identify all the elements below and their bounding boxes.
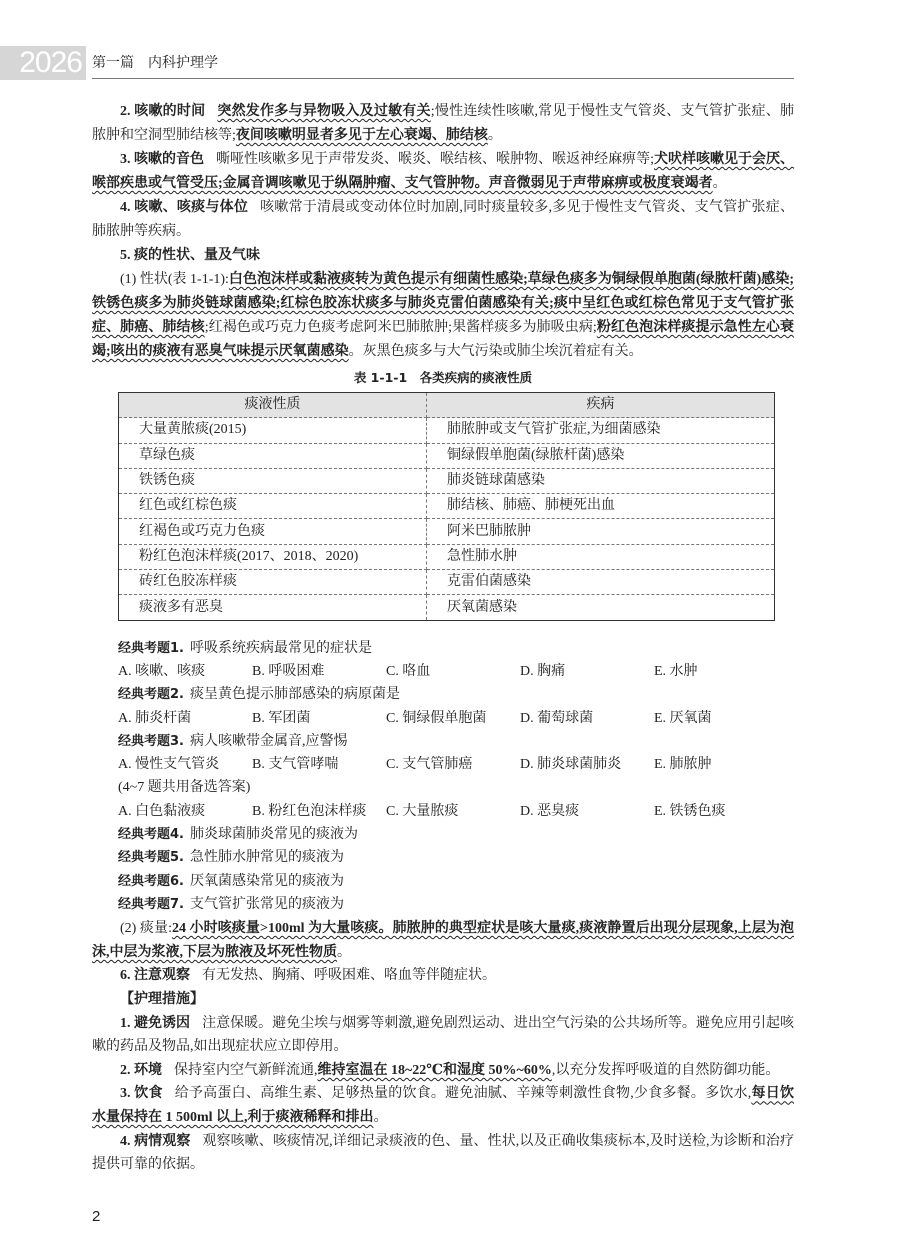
option-row — [118, 660, 794, 683]
text-segment: 嘶哑性咳嗽多见于声带发炎、喉炎、喉结核、喉肿物、喉返神经麻痹等; — [216, 152, 654, 167]
text-segment: 给予高蛋白、高维生素、足够热量的饮食。避免油腻、辛辣等刺激性食物,少食多餐。多饮水, — [174, 1086, 752, 1102]
question-text: 肺炎球菌肺炎常见的痰液为 — [190, 827, 358, 843]
paragraph — [92, 196, 794, 244]
text-segment-emphasis: 白色泡沫样或黏液痰转为黄色提示有细菌性感染;草绿色痰多为铜绿假单胞菌(绿脓杆菌)感染;铁锈色痰多为肺炎链球菌感染;红棕色胶冻状痰多与肺炎克雷伯菌感染有关;痰中呈红色或红棕色常见于支气管扩张症、肺癌、肺结核 — [92, 272, 794, 335]
answer-option: E. 肺脓肿 — [654, 757, 712, 773]
text-segment: 。 — [712, 176, 727, 191]
answer-option: A. 白色黏液痰 — [118, 803, 206, 819]
paragraph — [92, 100, 794, 148]
answer-option: C. 支气管肺癌 — [386, 757, 473, 773]
answer-option: D. 恶臭痰 — [520, 803, 580, 819]
question — [118, 823, 794, 846]
answer-option: A. 肺炎杆菌 — [118, 710, 192, 726]
text-segment: 咳嗽常于清晨或变动体位时加剧,同时痰量较多,多见于慢性支气管炎、支气管扩张症、肺脓肿等疾病。 — [92, 200, 795, 239]
question-tag: 经典考题 — [118, 687, 171, 703]
page-body — [92, 0, 794, 1247]
page-number: 2 — [92, 1207, 101, 1225]
shared-options-note: (4~7 题共用备选答案) — [118, 780, 251, 796]
table-cell: 红褐色或巧克力色痰 — [119, 519, 427, 544]
column-header: 痰液性质 — [119, 393, 427, 418]
answer-option: D. 胸痛 — [520, 663, 566, 679]
table-row — [119, 544, 775, 569]
answer-option: B. 军团菌 — [252, 710, 311, 726]
text-segment: ;红褐色或巧克力色痰考虑阿米巴肺脓肿;果酱样痰多为肺吸虫病; — [204, 320, 597, 335]
answer-option: C. 大量脓痰 — [386, 803, 459, 819]
paragraph-heading: 4. 病情观察 — [120, 1133, 191, 1149]
question-number: 7. — [170, 896, 184, 912]
table-cell: 肺炎链球菌感染 — [427, 468, 775, 493]
option-row — [118, 753, 794, 776]
text-segment: ;慢性连续性咳嗽,常见于慢性支气管炎、支气管扩张症、肺脓肿和空洞型肺结核等; — [92, 104, 795, 143]
paragraph-heading: 6. 注意观察 — [120, 968, 190, 984]
text-segment: 观察咳嗽、咳痰情况,详细记录痰液的色、量、性状,以及正确收集痰标本,及时送检,为诊断和治疗提供可靠的依据。 — [92, 1133, 795, 1173]
table-cell: 大量黄脓痰(2015) — [119, 418, 427, 443]
table-cell: 肺脓肿或支气管扩张症,为细菌感染 — [427, 418, 775, 443]
quiz-section — [118, 637, 794, 917]
table-cell: 红色或红棕色痰 — [119, 494, 427, 519]
text-segment: 。 — [337, 944, 351, 960]
text-segment: 注意保暖。避免尘埃与烟雾等刺激,避免剧烈运动、进出空气污染的公共场所等。避免应用引起咳嗽的药品及物品,如出现症状应立即停用。 — [92, 1015, 795, 1055]
answer-option: B. 粉红色泡沫样痰 — [252, 803, 367, 819]
table-cell: 铁锈色痰 — [119, 468, 427, 493]
paragraph-heading: 3. 饮食 — [120, 1086, 163, 1102]
table-cell: 痰液多有恶臭 — [119, 595, 427, 620]
text-segment-emphasis: 犬吠样咳嗽见于会厌、喉部疾患或气管受压;金属音调咳嗽见于纵隔肿瘤、支气管肿物。声音微弱见于声带麻痹或极度衰竭者 — [92, 152, 795, 191]
question-number: 3. — [170, 733, 184, 749]
paragraph — [92, 1059, 794, 1083]
table-cell: 草绿色痰 — [119, 443, 427, 468]
text-segment: (2) 痰量: — [120, 921, 172, 937]
table-row — [119, 468, 775, 493]
paragraph-heading: 1. 避免诱因 — [120, 1015, 191, 1031]
top-section — [92, 100, 794, 364]
paragraph-heading: 3. 咳嗽的音色 — [120, 152, 205, 167]
text-segment-emphasis: 维持室温在 18~22℃和湿度 50%~60% — [317, 1062, 552, 1078]
question-tag: 经典考题 — [118, 827, 171, 843]
table-row — [119, 494, 775, 519]
question-text: 痰呈黄色提示肺部感染的病原菌是 — [190, 687, 400, 703]
text-segment-emphasis: 夜间咳嗽明显者多见于左心衰竭、肺结核 — [235, 128, 488, 143]
question-number: 2. — [170, 687, 184, 703]
answer-option: D. 葡萄球菌 — [520, 710, 594, 726]
answer-option: C. 咯血 — [386, 663, 431, 679]
question — [118, 846, 794, 869]
answer-option: E. 铁锈色痰 — [654, 803, 726, 819]
paragraph — [92, 244, 794, 268]
option-row — [118, 707, 794, 730]
table-cell: 肺结核、肺癌、肺梗死出血 — [427, 494, 775, 519]
question-tag: 经典考题 — [118, 733, 171, 749]
question — [118, 683, 794, 706]
question-tag: 经典考题 — [118, 873, 171, 889]
paragraph — [92, 1082, 794, 1129]
answer-option: C. 铜绿假单胞菌 — [386, 710, 487, 726]
question-text: 支气管扩张常见的痰液为 — [190, 896, 344, 912]
text-segment: 。 — [373, 1109, 388, 1125]
table-cell: 阿米巴肺脓肿 — [427, 519, 775, 544]
table-cell: 铜绿假单胞菌(绿脓杆菌)感染 — [427, 443, 775, 468]
question-text: 急性肺水肿常见的痰液为 — [190, 850, 344, 866]
paragraph — [92, 148, 794, 196]
text-segment: ,以充分发挥呼吸道的自然防御功能。 — [551, 1062, 780, 1078]
paragraph-heading: 2. 环境 — [120, 1062, 162, 1078]
paragraph — [92, 964, 794, 988]
table-cell: 克雷伯菌感染 — [427, 570, 775, 595]
answer-option: A. 咳嗽、咳痰 — [118, 663, 206, 679]
table-header-row — [119, 393, 775, 418]
question-number: 4. — [170, 827, 184, 843]
table-row — [119, 443, 775, 468]
table-cell: 砖红色胶冻样痰 — [119, 570, 427, 595]
text-segment: 有无发热、胸痛、呼吸困难、咯血等伴随症状。 — [202, 968, 496, 984]
question-text: 呼吸系统疾病最常见的症状是 — [190, 640, 372, 656]
paragraph — [92, 1012, 794, 1059]
text-segment-emphasis: 24 小时咳痰量>100ml 为大量咳痰。肺脓肿的典型症状是咳大量痰,痰液静置后出现分层现象,上层为泡沫,中层为浆液,下层为脓液及坏死性物质 — [92, 921, 794, 960]
text-segment-emphasis: 突然发作多与异物吸入及过敏有关 — [217, 104, 431, 119]
table-caption: 表 1-1-1 各类疾病的痰液性质 — [353, 370, 533, 385]
question — [118, 893, 794, 916]
question-tag: 经典考题 — [118, 896, 171, 912]
paragraph — [92, 268, 794, 364]
table-row — [119, 418, 775, 443]
paragraph-heading: 【护理措施】 — [120, 992, 204, 1008]
answer-option: A. 慢性支气管炎 — [118, 757, 220, 773]
table-row — [119, 570, 775, 595]
table-cell: 急性肺水肿 — [427, 544, 775, 569]
question — [118, 730, 794, 753]
text-segment: 保持室内空气新鲜流通, — [174, 1062, 318, 1078]
column-header: 疾病 — [427, 393, 775, 418]
paragraph-heading: 2. 咳嗽的时间 — [120, 104, 206, 119]
running-title: 第一篇 内科护理学 — [92, 55, 218, 71]
paragraph-heading: 5. 痰的性状、量及气味 — [120, 248, 260, 263]
table-cell: 粉红色泡沫样痰(2017、2018、2020) — [119, 544, 427, 569]
table-cell: 厌氧菌感染 — [447, 599, 517, 615]
question-text: 厌氧菌感染常见的痰液为 — [190, 873, 344, 889]
paragraph — [92, 988, 794, 1012]
table-row — [119, 519, 775, 544]
bottom-section — [92, 917, 794, 1177]
paragraph — [92, 917, 794, 964]
answer-option: E. 水肿 — [654, 663, 698, 679]
option-row — [118, 800, 794, 823]
question-text: 病人咳嗽带金属音,应警惕 — [190, 733, 348, 749]
text-segment: 。灰黑色痰多与大气污染或肺尘埃沉着症有关。 — [348, 344, 643, 359]
text-segment: 。 — [487, 128, 502, 143]
question-number: 5. — [170, 850, 184, 866]
answer-option: E. 厌氧菌 — [654, 710, 712, 726]
paragraph — [92, 1130, 794, 1177]
answer-option: B. 支气管哮喘 — [252, 757, 339, 773]
year-badge: 2026 — [0, 46, 86, 80]
table-row — [119, 595, 775, 620]
question — [118, 637, 794, 660]
sputum-table — [118, 392, 775, 621]
question-number: 6. — [170, 873, 184, 889]
answer-option: D. 肺炎球菌肺炎 — [520, 757, 622, 773]
text-segment-emphasis: 每日饮水量保持在 1 500ml 以上,利于痰液稀释和排出 — [92, 1086, 794, 1125]
question — [118, 870, 794, 893]
paragraph-heading: 4. 咳嗽、咳痰与体位 — [120, 200, 249, 215]
question-tag: 经典考题 — [118, 850, 171, 866]
text-segment: (1) 性状(表 1-1-1): — [120, 272, 229, 287]
text-segment-emphasis: 粉红色泡沫样痰提示急性左心衰竭;咳出的痰液有恶臭气味提示厌氧菌感染 — [92, 320, 795, 359]
question-number: 1. — [170, 640, 184, 656]
question-tag: 经典考题 — [118, 640, 171, 656]
answer-option: B. 呼吸困难 — [252, 663, 325, 679]
